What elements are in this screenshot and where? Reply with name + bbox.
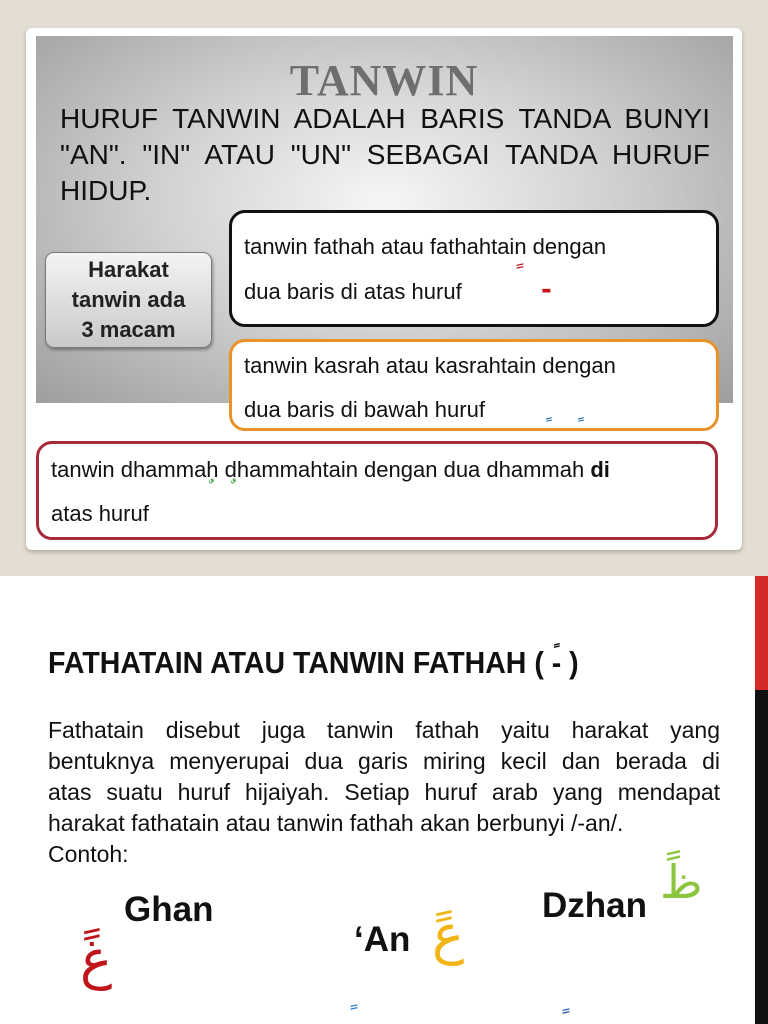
example-letter-ghain: غً — [80, 928, 113, 991]
dhammah-line: tanwin dhammah dhammahtain dengan dua dhammah di — [51, 457, 610, 482]
fathah-line: dua baris di atas huruf — [244, 279, 462, 304]
accent-bar-red — [755, 576, 768, 690]
body-line: Fathatain disebut juga tanwin fathah yaitu harakat yang — [48, 717, 720, 743]
kasrah-line: tanwin kasrah atau kasrahtain dengan — [244, 353, 616, 378]
body-line: atas suatu huruf hijaiyah. Setiap huruf arab yang mendapat — [48, 779, 720, 805]
kasrah-box — [229, 339, 719, 431]
harakat-line: tanwin ada — [71, 287, 186, 312]
body-line: bentuknya menyerupai dua garis miring kecil dan berada di — [48, 748, 720, 774]
definition-text: HURUF TANWIN ADALAH BARIS TANDA BUNYI "AN". "IN" ATAU "UN" SEBAGAI TANDA HURUF HIDUP. — [60, 103, 710, 206]
example-letter-ain: عً — [432, 903, 465, 966]
example-label-dzhan: Dzhan — [542, 886, 647, 925]
section-heading: FATHATAIN ATAU TANWIN FATHAH ( - ) — [48, 645, 579, 680]
fathah-box — [229, 210, 719, 327]
harakat-callout — [45, 252, 212, 348]
fathatain-dash: - — [541, 275, 552, 305]
example-label-an: ‘An — [354, 920, 411, 959]
accent-bar-black — [755, 690, 768, 1024]
fathah-line: tanwin fathah atau fathahtain dengan — [244, 234, 607, 259]
body-text — [48, 715, 720, 870]
dhammah-line: atas huruf — [51, 501, 149, 526]
dhammah-box — [36, 441, 718, 540]
contoh-label: Contoh: — [48, 841, 129, 867]
body-line: harakat fathatain atau tanwin fathah akan berbunyi /-an/. — [48, 810, 624, 836]
kasrah-line: dua baris di bawah huruf — [244, 397, 485, 422]
example-label-ghan: Ghan — [124, 890, 214, 929]
harakat-line: Harakat — [88, 257, 169, 282]
example-letter-dza: ظً — [660, 855, 703, 909]
slide-title: TANWIN — [289, 56, 479, 105]
harakat-line: 3 macam — [81, 317, 176, 342]
